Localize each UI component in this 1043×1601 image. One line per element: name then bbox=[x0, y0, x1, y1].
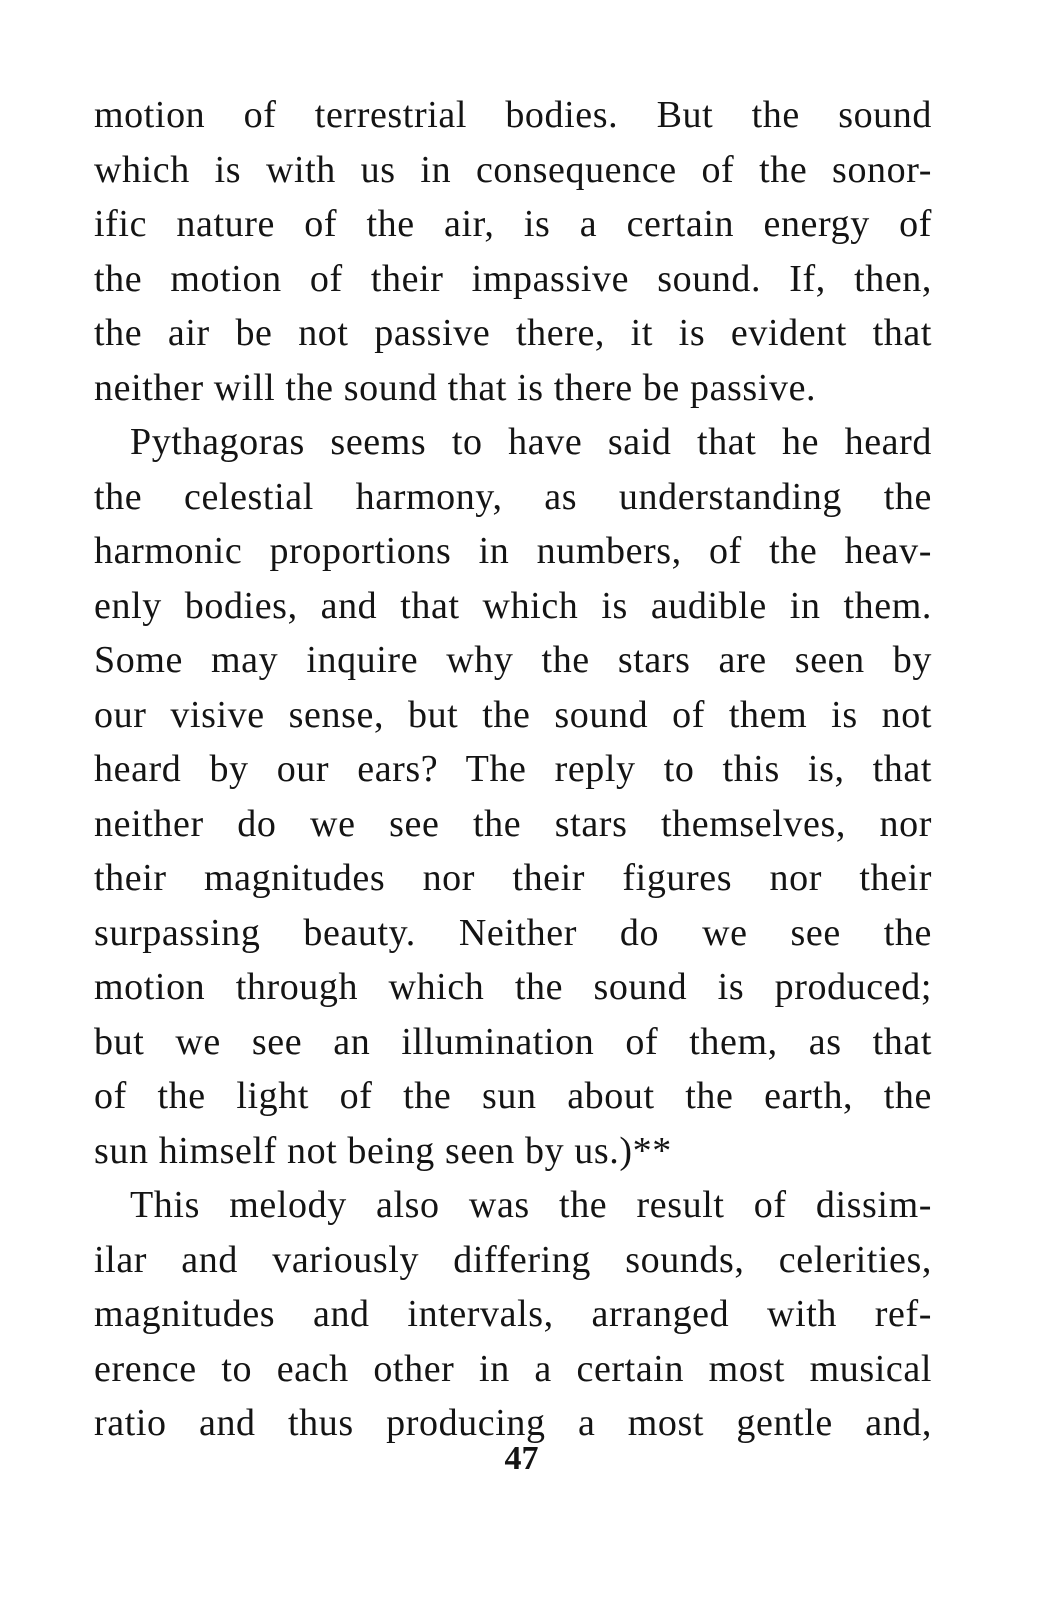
text-line: motion through which the sound is produced; bbox=[94, 966, 932, 1008]
text-line: the celestial harmony, as understanding the bbox=[94, 475, 932, 518]
text-line: neither do we see the stars themselves, nor bbox=[94, 802, 932, 845]
text-line: sun himself not being seen by us.)** bbox=[94, 1129, 672, 1172]
text-line: ific nature of the air, is a certain energy of bbox=[94, 203, 932, 245]
text-line: the motion of their impassive sound. If, then, bbox=[94, 257, 932, 300]
text-line: neither will the sound that is there be passive. bbox=[94, 366, 817, 409]
text-line: erence to each other in a certain most musical bbox=[94, 1347, 932, 1390]
text-line: enly bodies, and that which is audible in them. bbox=[94, 584, 932, 627]
text-line: ilar and variously differing sounds, celerities, bbox=[94, 1238, 932, 1281]
text-line: ratio and thus producing a most gentle and, bbox=[94, 1402, 932, 1444]
text-line: heard by our ears? The reply to this is, that bbox=[94, 748, 932, 790]
text-line: harmonic proportions in numbers, of the heav- bbox=[94, 530, 932, 572]
page-number: 47 bbox=[504, 1440, 539, 1477]
text-line: motion of terrestrial bodies. But the sound bbox=[94, 94, 932, 136]
text-line: which is with us in consequence of the sonor- bbox=[94, 148, 932, 191]
text-line: This melody also was the result of dissim- bbox=[130, 1184, 932, 1226]
text-line: Some may inquire why the stars are seen by bbox=[94, 639, 932, 681]
text-line: our visive sense, but the sound of them is not bbox=[94, 693, 932, 736]
text-line: magnitudes and intervals, arranged with ref- bbox=[94, 1293, 932, 1335]
text-line: Pythagoras seems to have said that he heard bbox=[130, 421, 932, 463]
text-line: but we see an illumination of them, as that bbox=[94, 1020, 932, 1063]
text-line: of the light of the sun about the earth, the bbox=[94, 1075, 932, 1117]
body-text bbox=[94, 88, 932, 1451]
text-line: surpassing beauty. Neither do we see the bbox=[94, 911, 932, 954]
text-line: their magnitudes nor their figures nor their bbox=[94, 857, 932, 899]
text-line: the air be not passive there, it is evident that bbox=[94, 312, 932, 354]
